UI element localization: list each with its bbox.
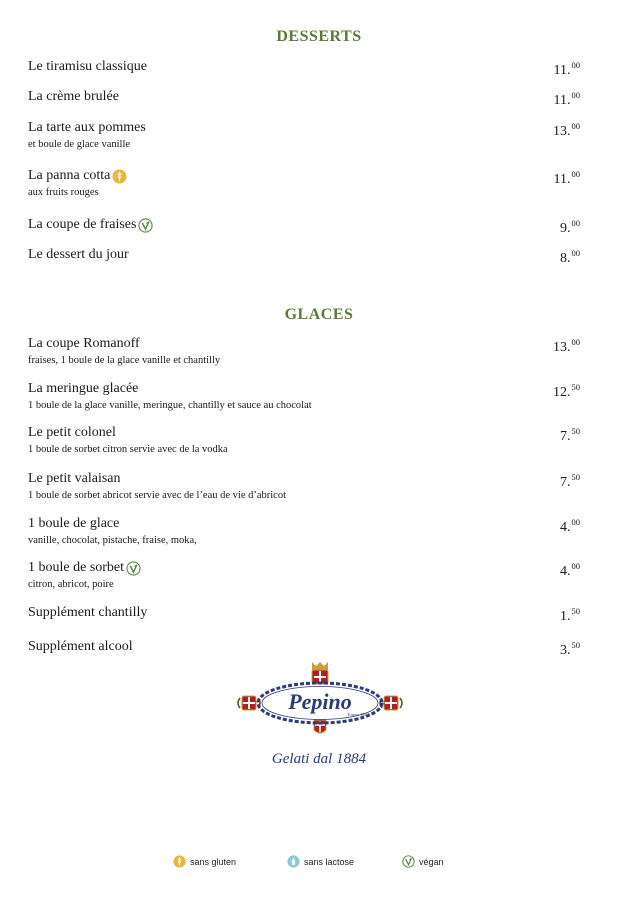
gluten-free-icon — [112, 169, 127, 184]
item-price: 11.00 — [553, 90, 580, 108]
legend-vegan — [402, 855, 444, 868]
item-price: 1.50 — [560, 606, 580, 624]
menu-item — [28, 245, 580, 266]
logo-text: Pepino — [288, 689, 352, 714]
item-price: 11.00 — [553, 169, 580, 187]
legend-lactose-free — [287, 855, 354, 868]
item-price: 8.00 — [560, 248, 580, 266]
crest-top-icon — [312, 662, 328, 684]
menu-item — [28, 469, 580, 502]
gluten-free-icon — [173, 855, 186, 868]
item-description: 1 boule de sorbet abricot servie avec de l’eau de vie d’abricot — [28, 490, 287, 501]
vegan-icon — [138, 218, 153, 233]
item-price: 12.50 — [553, 382, 580, 400]
section-title-desserts: DESSERTS — [276, 28, 362, 45]
menu-item — [28, 423, 580, 456]
item-description: 1 boule de sorbet citron servie avec de la vodka — [28, 444, 228, 455]
legend-label: sans lactose — [304, 856, 355, 867]
item-price: 13.00 — [553, 121, 580, 139]
item-name: La coupe Romanoff — [28, 336, 140, 351]
menu-item — [28, 334, 580, 367]
item-name: 1 boule de sorbet — [28, 560, 141, 576]
lactose-free-icon — [287, 855, 300, 868]
crest-left-icon — [238, 696, 260, 710]
menu-item — [28, 379, 580, 412]
pepino-logo — [236, 660, 404, 738]
item-price: 4.00 — [560, 517, 580, 535]
legend-label: sans gluten — [190, 856, 237, 867]
item-description: aux fruits rouges — [28, 187, 99, 198]
brand-tagline: Gelati dal 1884 — [271, 751, 367, 767]
item-price: 11.00 — [553, 60, 580, 78]
item-description: citron, abricot, poire — [28, 579, 114, 590]
item-name: La meringue glacée — [28, 381, 139, 396]
item-price: 9.00 — [560, 218, 580, 236]
item-name: La panna cotta — [28, 168, 127, 184]
item-name: 1 boule de glace — [28, 516, 120, 531]
vegan-icon — [126, 561, 141, 576]
item-price: 7.50 — [560, 472, 580, 490]
menu-item — [28, 215, 580, 236]
menu-item — [28, 637, 580, 658]
menu-item — [28, 558, 580, 591]
item-name: Le petit colonel — [28, 425, 116, 440]
item-name: La tarte aux pommes — [28, 120, 146, 135]
vegan-icon — [402, 855, 415, 868]
legend-label: végan — [419, 856, 444, 867]
menu-item — [28, 603, 580, 624]
menu-item — [28, 87, 580, 108]
item-description: et boule de glace vanille — [28, 139, 131, 150]
section-title-glaces: GLACES — [284, 306, 354, 323]
logo-subtext: Torino 1884 — [346, 712, 370, 717]
item-description: 1 boule de la glace vanille, meringue, chantilly et sauce au chocolat — [28, 400, 312, 411]
item-price: 4.00 — [560, 561, 580, 579]
menu-item — [28, 118, 580, 151]
item-price: 3.50 — [560, 640, 580, 658]
item-name: La coupe de fraises — [28, 217, 153, 233]
item-name: Le petit valaisan — [28, 471, 121, 486]
item-price: 13.00 — [553, 337, 580, 355]
item-price: 7.50 — [560, 426, 580, 444]
item-name: Supplément alcool — [28, 639, 133, 654]
menu-item — [28, 57, 580, 78]
item-description: vanille, chocolat, pistache, fraise, moka, — [28, 535, 197, 546]
item-name: Le dessert du jour — [28, 247, 129, 262]
menu-item — [28, 514, 580, 547]
item-description: fraises, 1 boule de la glace vanille et chantilly — [28, 355, 221, 366]
item-name: Supplément chantilly — [28, 605, 148, 620]
item-name: La crème brulée — [28, 89, 119, 104]
legend-gluten-free — [173, 855, 236, 868]
menu-item — [28, 166, 580, 199]
item-name: Le tiramisu classique — [28, 59, 147, 74]
